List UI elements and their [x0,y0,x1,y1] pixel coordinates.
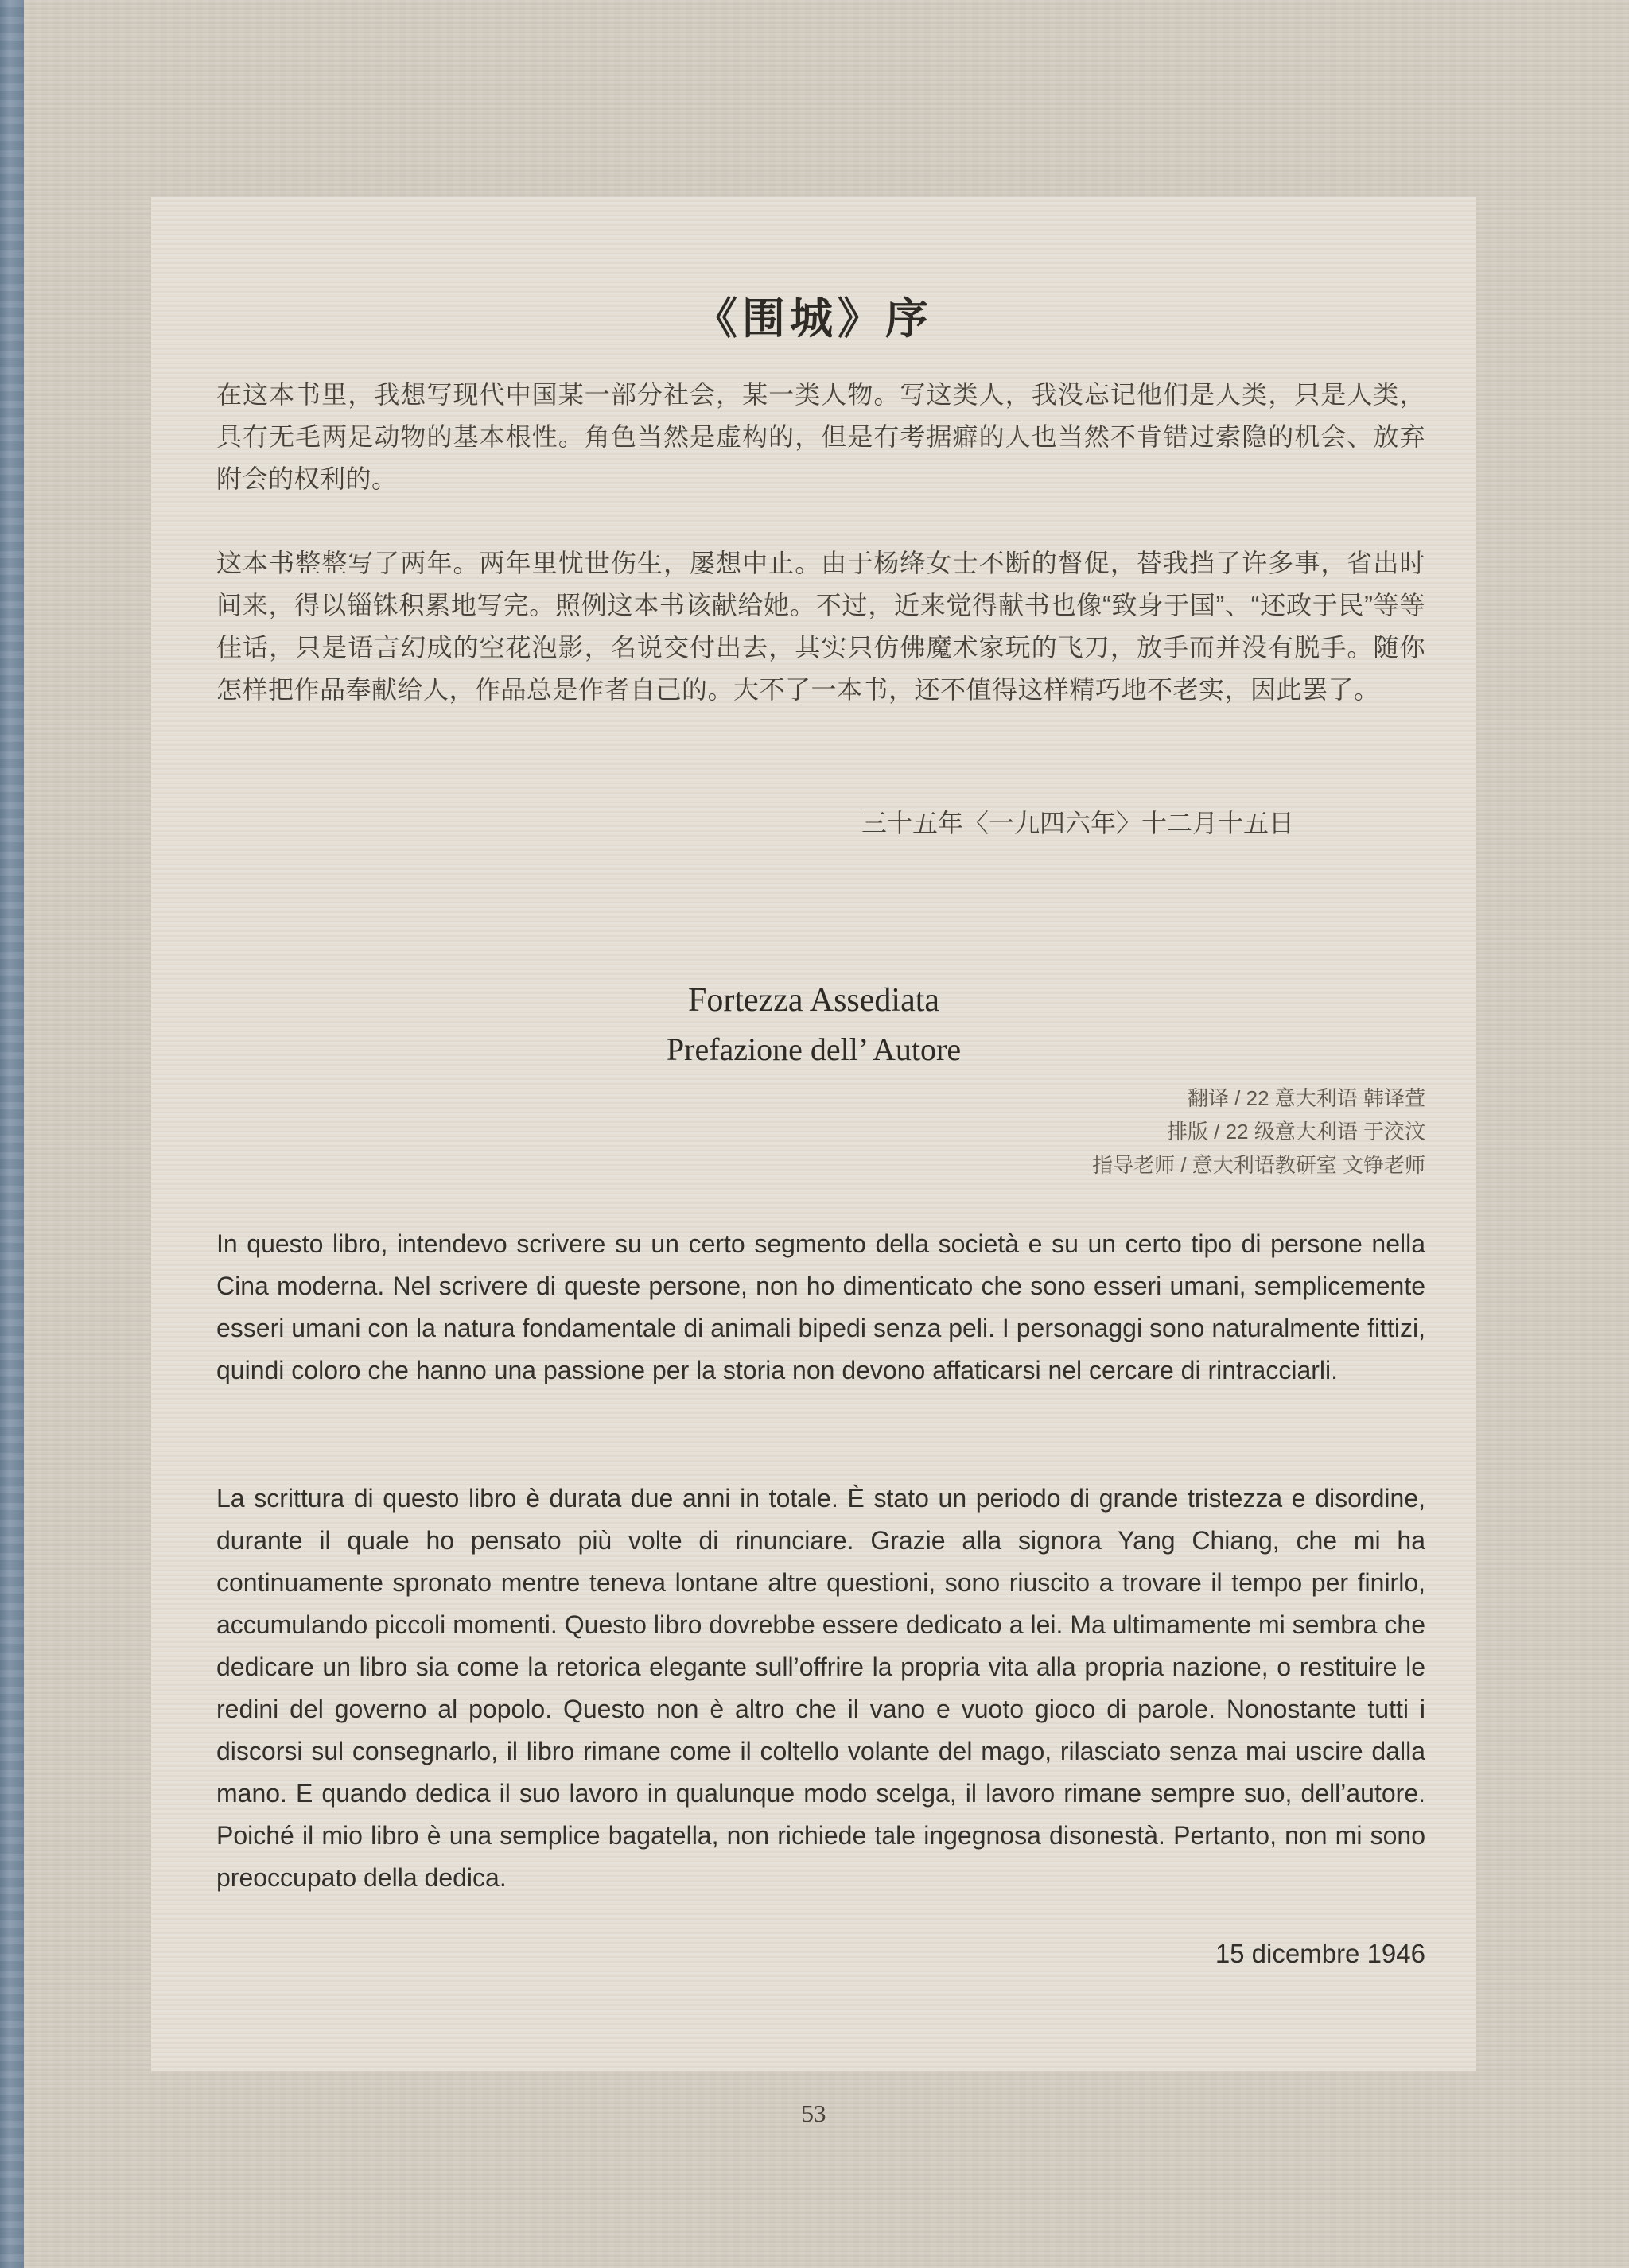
book-spine-strip [0,0,24,2268]
italian-paragraph-2: La scrittura di questo libro è durata due anni in totale. È stato un periodo di grande tristezza e disordine, durante il quale ho pensato più volte di rinunciare. Grazie alla signora Yang Chiang, che mi ha continuamente spronato mentre teneva lontane altre questioni, sono riuscito a trovare il tempo per finirlo, accumulando piccoli momenti. Questo libro dovrebbe essere dedicato a lei. Ma ultimamente mi sembra che dedicare un libro sia come la retorica elegante sull’offrire la propria vita alla propria nazione, o restituire le redini del governo al popolo. Questo non è altro che il vano e vuoto gioco di parole. Nonostante tutti i discorsi sul consegnarlo, il libro rimane come il coltello volante del mago, rilasciato senza mai uscire dalla mano. E quando dedica il suo lavoro in qualunque modo scelga, il lavoro rimane sempre suo, dell’autore. Poiché il mio libro è una semplice bagatella, non richiede tale ingegnosa disonestà. Pertanto, non mi sono preoccupato della dedica. [216,1484,1425,1892]
italian-paragraph-1: In questo libro, intendevo scrivere su un certo segmento della società e su un certo tipo di persone nella Cina moderna. Nel scrivere di queste persone, non ho dimenticato che sono esseri umani, semplicemente esseri umani con la natura fondamentale di animali bipedi senza peli. I personaggi sono naturalmente fittizi, quindi coloro che hanno una passione per la storia non devono affaticarsi nel cercare di rintracciarli. [216,1229,1425,1384]
chinese-preface-title: 《围城》序 [694,293,933,344]
italian-dateline: 15 dicembre 1946 [1215,1939,1425,1968]
chinese-paragraph-2: 这本书整整写了两年。两年里忧世伤生，屡想中止。由于杨绛女士不断的督促，替我挡了许多事，省出时间来，得以锱铢积累地写完。照例这本书该献给她。不过，近来觉得献书也像“致身于国”、“还政于民”等等佳话，只是语言幻成的空花泡影，名说交付出去，其实只仿佛魔术家玩的飞刀，放手而并没有脱手。随你怎样把作品奉献给人，作品总是作者自己的。大不了一本书，还不值得这样精巧地不老实，因此罢了。 [216,549,1425,704]
italian-subtitle: Prefazione dell’ Autore [666,1031,962,1067]
credit-translator: 翻译 / 22 意大利语 韩译萱 [1187,1086,1425,1110]
credits-block [216,1082,1425,1182]
page-number: 53 [801,2099,826,2127]
credit-typesetter: 排版 / 22 级意大利语 于洨汶 [1166,1120,1425,1144]
chinese-dateline: 三十五年〈一九四六年〉十二月十五日 [861,809,1294,837]
italian-title: Fortezza Assediata [687,982,940,1019]
content-page-panel [151,197,1476,2071]
credit-supervisor: 指导老师 / 意大利语教研室 文铮老师 [1092,1153,1425,1177]
chinese-paragraph-1: 在这本书里，我想写现代中国某一部分社会，某一类人物。写这类人，我没忘记他们是人类，只是人类，具有无毛两足动物的基本根性。角色当然是虚构的，但是有考据癖的人也当然不肯错过索隐的机会、放弃附会的权利的。 [216,380,1425,493]
